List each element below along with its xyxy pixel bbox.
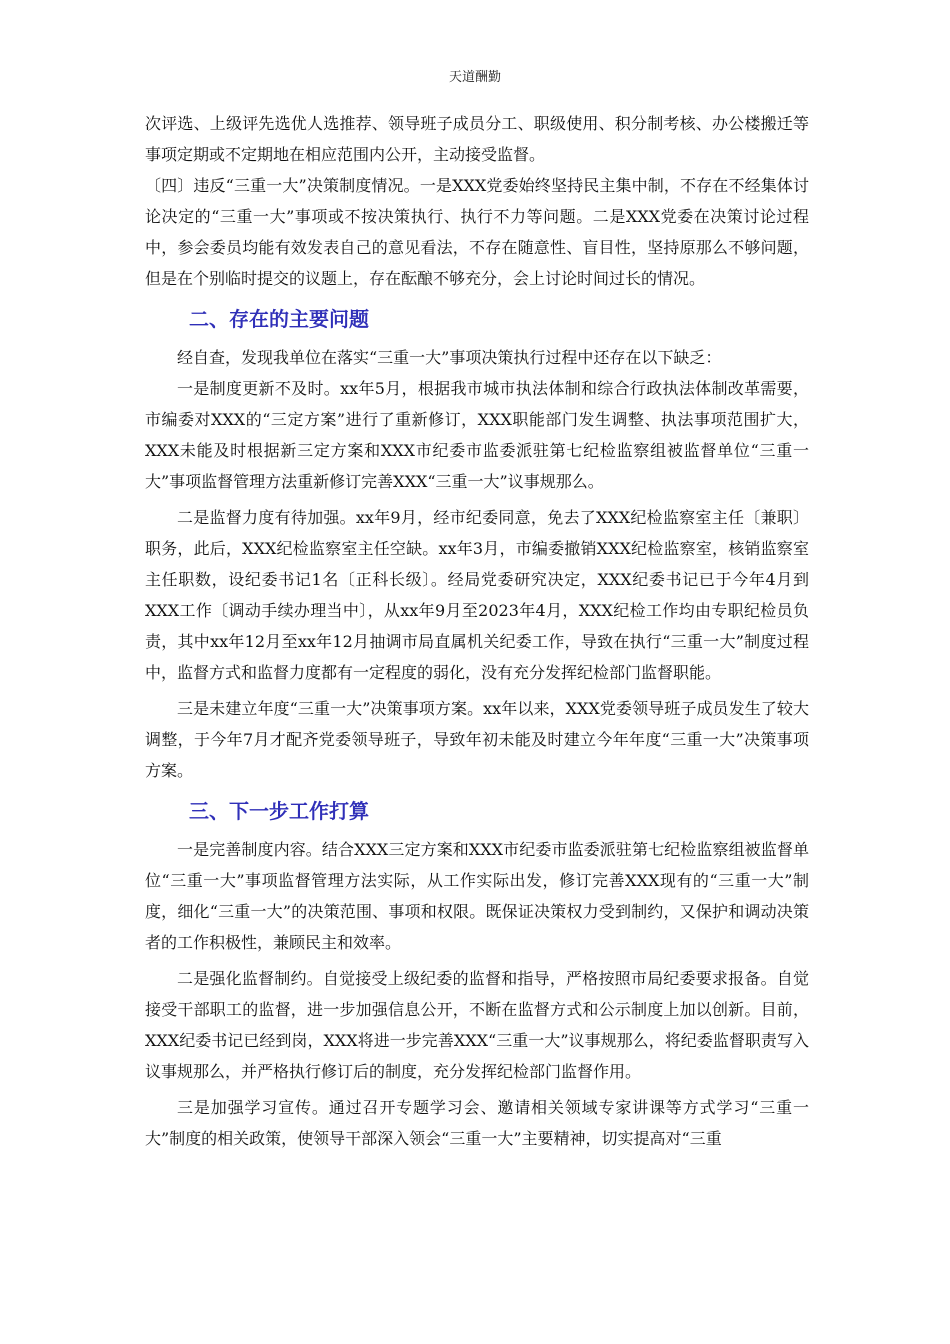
document-body [145,108,809,1154]
paragraph-plan-three: 三是加强学习宣传。通过召开专题学习会、邀请相关领域专家讲课等方式学习“三重一大”制度的相关政策，使领导干部深入领会“三重一大”主要精神，切实提高对“三重 [145,1098,809,1148]
section-heading-main-problems: 二、存在的主要问题 [189,307,369,331]
paragraph-problem-one: 一是制度更新不及时。xx年5月，根据我市城市执法体制和综合行政执法体制改革需要，市编委对XXX的“三定方案”进行了重新修订，XXX职能部门发生调整、执法事项范围扩大，XXX未能及时根据新三定方案和XXX市纪委市监委派驻第七纪检监察组被监督单位“三重一大”事项监督管理方法重新修订完善XXX“三重一大”议事规那么。 [145,379,809,491]
paragraph-self-check: 经自查，发现我单位在落实“三重一大”事项决策执行过程中还存在以下缺乏： [177,348,722,367]
paragraph-plan-two: 二是强化监督制约。自觉接受上级纪委的监督和指导，严格按照市局纪委要求报备。自觉接受干部职工的监督，进一步加强信息公开，不断在监督方式和公示制度上加以创新。目前，XXX纪委书记已经到岗，XXX将进一步完善XXX“三重一大”议事规那么，将纪委监督职责写入议事规那么，并严格执行修订后的制度，充分发挥纪检部门监督作用。 [145,969,809,1081]
paragraph-problem-two: 二是监督力度有待加强。xx年9月，经市纪委同意，免去了XXX纪检监察室主任〔兼职〕职务，此后，XXX纪检监察室主任空缺。xx年3月，市编委撤销XXX纪检监察室，核销监察室主任职数，设纪委书记1名〔正科长级〕。经局党委研究决定，XXX纪委书记已于今年4月到XXX工作〔调动手续办理当中〕，从xx年9月至2023年4月，XXX纪检工作均由专职纪检员负责，其中xx年12月至xx年12月抽调市局直属机关纪委工作，导致在执行“三重一大”制度过程中，监督方式和监督力度都有一定程度的弱化，没有充分发挥纪检部门监督职能。 [145,508,809,682]
section-heading-next-steps: 三、下一步工作打算 [189,799,369,823]
paragraph-problem-three: 三是未建立年度“三重一大”决策事项方案。xx年以来，XXX党委领导班子成员发生了较大调整，于今年7月才配齐党委领导班子，导致年初未能及时建立今年年度“三重一大”决策事项方案。 [145,699,809,780]
paragraph-continued: 次评选、上级评先选优人选推荐、领导班子成员分工、职级使用、积分制考核、办公楼搬迁等事项定期或不定期地在相应范围内公开，主动接受监督。 [145,114,809,164]
paragraph-plan-one: 一是完善制度内容。结合XXX三定方案和XXX市纪委市监委派驻第七纪检监察组被监督单位“三重一大”事项监督管理方法实际，从工作实际出发，修订完善XXX现有的“三重一大”制度，细化“三重一大”的决策范围、事项和权限。既保证决策权力受到制约，又保护和调动决策者的工作积极性，兼顾民主和效率。 [145,840,809,952]
paragraph-section-four: 〔四〕违反“三重一大”决策制度情况。一是XXX党委始终坚持民主集中制，不存在不经集体讨论决定的“三重一大”事项或不按决策执行、执行不力等问题。二是XXX党委在决策讨论过程中，参会委员均能有效发表自己的意见看法，不存在随意性、盲目性，坚持原那么不够问题，但是在个别临时提交的议题上，存在酝酿不够充分，会上讨论时间过长的情况。 [145,176,809,288]
page-header: 天道酬勤 [448,70,501,85]
